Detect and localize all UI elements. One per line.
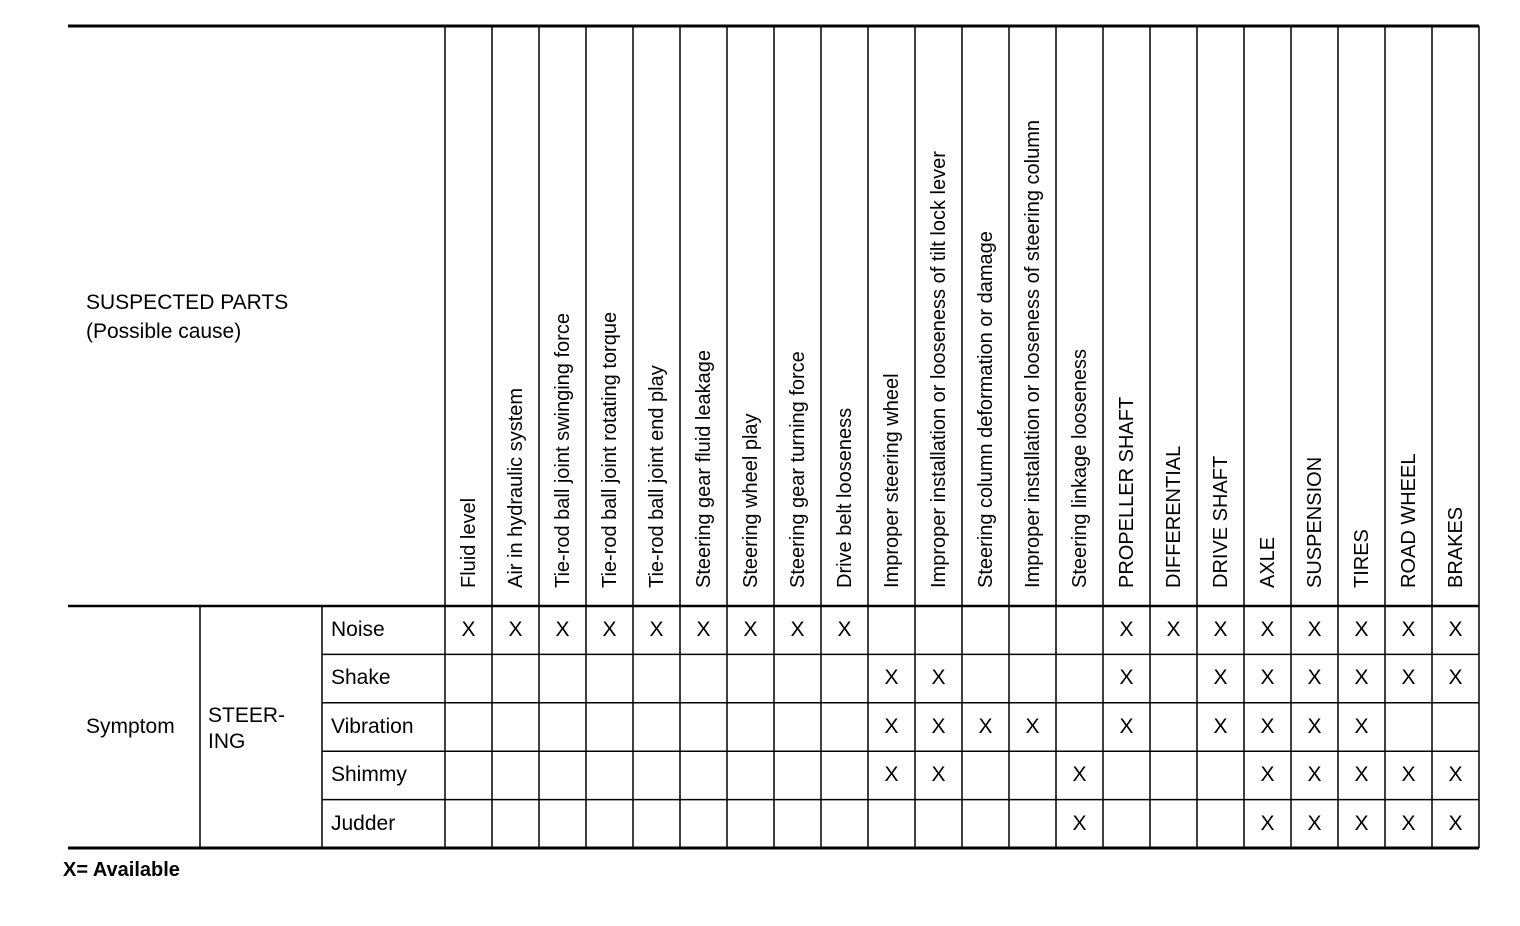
- column-header-text: DRIVE SHAFT: [1210, 455, 1232, 588]
- available-mark: X: [1307, 618, 1322, 641]
- available-mark: X: [1119, 618, 1134, 641]
- title-line-2: (Possible cause): [86, 320, 242, 343]
- category-label: [208, 703, 308, 755]
- available-mark: X: [1307, 763, 1322, 787]
- available-mark: X: [1354, 811, 1369, 835]
- table-title: [86, 288, 288, 346]
- column-header-text: Air in hydraulic system: [505, 387, 527, 588]
- available-mark: X: [1307, 811, 1322, 835]
- available-mark: X: [1448, 618, 1463, 641]
- available-mark: X: [1448, 811, 1463, 835]
- column-header-text: PROPELLER SHAFT: [1116, 396, 1138, 588]
- column-header-text: Steering wheel play: [740, 413, 762, 588]
- available-mark: X: [1260, 714, 1275, 738]
- column-header-text: Improper steering wheel: [881, 373, 903, 588]
- available-mark: X: [931, 666, 946, 690]
- column-header-text: Steering column deformation or damage: [975, 231, 997, 588]
- available-mark: X: [1307, 666, 1322, 690]
- available-mark: X: [1307, 714, 1322, 738]
- available-mark: X: [1025, 714, 1040, 738]
- available-mark: X: [978, 714, 993, 738]
- column-header-text: Steering linkage looseness: [1069, 348, 1091, 588]
- available-mark: X: [1354, 618, 1369, 641]
- available-mark: X: [1448, 763, 1463, 787]
- column-header-text: TIRES: [1351, 529, 1373, 588]
- available-mark: X: [1401, 763, 1416, 787]
- available-mark: X: [555, 618, 570, 641]
- available-mark: X: [790, 618, 805, 641]
- column-header-text: ROAD WHEEL: [1398, 453, 1420, 588]
- available-mark: X: [696, 618, 711, 641]
- available-mark: X: [1119, 666, 1134, 690]
- symptom-row-label: Shake: [331, 666, 391, 690]
- available-mark: X: [461, 618, 476, 641]
- title-line-1: SUSPECTED PARTS: [86, 291, 289, 314]
- column-header-text: Tie-rod ball joint swinging force: [552, 313, 574, 588]
- column-header-text: Steering gear fluid leakage: [693, 350, 715, 588]
- column-header-text: Fluid level: [458, 497, 480, 588]
- available-mark: X: [931, 763, 946, 787]
- available-mark: X: [602, 618, 617, 641]
- available-mark: X: [1260, 666, 1275, 690]
- available-mark: X: [1213, 714, 1228, 738]
- available-mark: X: [884, 666, 899, 690]
- available-mark: X: [1354, 714, 1369, 738]
- available-mark: X: [508, 618, 523, 641]
- available-mark: X: [649, 618, 664, 641]
- available-mark: X: [1260, 763, 1275, 787]
- category-line-2: ING: [208, 730, 246, 753]
- symptom-row-label: Judder: [331, 811, 396, 835]
- available-mark: X: [1354, 763, 1369, 787]
- column-header-text: Tie-rod ball joint rotating torque: [599, 311, 621, 588]
- available-mark: X: [1260, 811, 1275, 835]
- available-mark: X: [931, 714, 946, 738]
- column-header-text: BRAKES: [1445, 506, 1467, 588]
- column-header-text: DIFFERENTIAL: [1163, 445, 1185, 588]
- legend-note: X= Available: [63, 859, 180, 881]
- available-mark: X: [837, 618, 852, 641]
- available-mark: X: [1260, 618, 1275, 641]
- column-header-text: SUSPENSION: [1304, 456, 1326, 588]
- available-mark: X: [1448, 666, 1463, 690]
- symptom-label: Symptom: [86, 715, 175, 738]
- available-mark: X: [1401, 666, 1416, 690]
- available-mark: X: [884, 714, 899, 738]
- column-header-text: AXLE: [1257, 536, 1279, 588]
- available-mark: X: [1213, 618, 1228, 641]
- column-header-text: Tie-rod ball joint end play: [646, 365, 668, 588]
- available-mark: X: [743, 618, 758, 641]
- symptom-row-label: Noise: [331, 618, 385, 641]
- available-mark: X: [1072, 811, 1087, 835]
- column-header-text: Drive belt looseness: [834, 407, 856, 588]
- symptom-row-label: Shimmy: [331, 763, 407, 787]
- available-mark: X: [1213, 666, 1228, 690]
- available-mark: X: [1401, 618, 1416, 641]
- column-header-text: Improper installation or looseness of tilt lock lever: [928, 151, 950, 588]
- available-mark: X: [1072, 763, 1087, 787]
- available-mark: X: [1354, 666, 1369, 690]
- column-header-text: Steering gear turning force: [787, 351, 809, 588]
- available-mark: X: [1119, 714, 1134, 738]
- category-line-1: STEER-: [208, 704, 286, 727]
- available-mark: X: [1401, 811, 1416, 835]
- column-header-text: Improper installation or looseness of steering column: [1022, 119, 1044, 588]
- symptom-row-label: Vibration: [331, 714, 414, 738]
- available-mark: X: [1166, 618, 1181, 641]
- available-mark: X: [884, 763, 899, 787]
